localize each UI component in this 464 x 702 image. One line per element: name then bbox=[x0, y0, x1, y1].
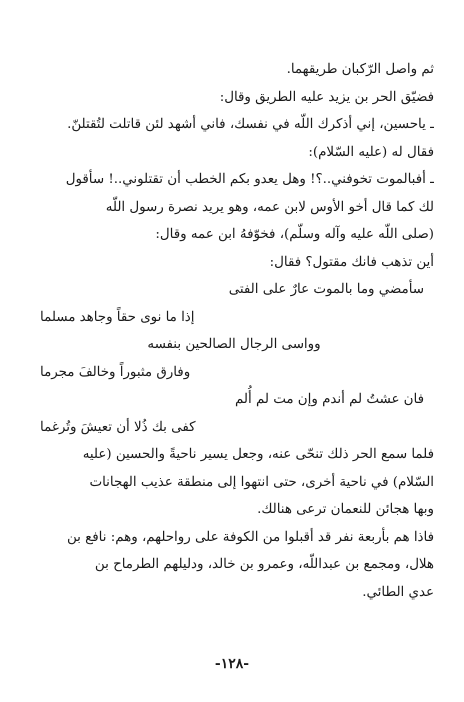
text-line: ثم واصل الرّكبان طريقهما. bbox=[286, 62, 434, 77]
page-number: -١٢٨- bbox=[214, 656, 250, 672]
text-line: فاذا هم بأربعة نفر قد أقبلوا من الكوفة على رواحلهم، وهم: نافع بن bbox=[66, 529, 434, 545]
text-line: فضيّق الحر بن يزيد عليه الطريق وقال: bbox=[219, 89, 434, 105]
text-line: لك كما قال أخو الأوس لابن عمه، وهو يريد نصرة رسول اللّه bbox=[105, 199, 434, 215]
poem-verse: إذا ما نوى حقاً وجاهد مسلما bbox=[40, 309, 195, 325]
poem-verse: كفى بك ذُلا أن تعيشَ وتُرغما bbox=[40, 419, 196, 435]
text-line: فقال له (عليه السّلام): bbox=[308, 144, 434, 160]
text-line: فلما سمع الحر ذلك تنحّى عنه، وجعل يسير ناحيةً والحسين (عليه bbox=[82, 447, 434, 462]
text-line: (صلى اللّه عليه وآله وسلّم)، فخوّفهُ ابن عمه وقال: bbox=[155, 227, 434, 242]
poem-verse: وواسى الرجال الصالحين بنفسه bbox=[147, 337, 321, 352]
text-line: عدي الطائي. bbox=[362, 584, 434, 600]
text-line: ـ ياحسين، إني أذكرك اللّه في نفسك، فاني أشهد لئن قاتلت لتُقتلنّ. bbox=[67, 117, 434, 132]
poem-verse: فان عشتُ لم أندم وإن مت لم أُلم bbox=[235, 392, 424, 407]
text-line: هلال، ومجمع بن عبداللّه، وعمرو بن خالد، ودليلهم الطرماح بن bbox=[94, 557, 434, 572]
text-line: أين تذهب فانك مقتول؟ فقال: bbox=[269, 254, 434, 270]
poem-verse: سأمضي وما بالموت عارٌ على الفتى bbox=[228, 282, 424, 297]
text-line: ـ أفبالموت تخوفني..؟! وهل يعدو بكم الخطب أن تقتلوني..! سأقول bbox=[65, 172, 434, 187]
text-line: السّلام) في ناحية أخرى، حتى انتهوا إلى منطقة عذيب الهجانات bbox=[89, 474, 434, 490]
poem-verse: وفارق مثبوراً وخالفَ مجرما bbox=[40, 364, 191, 380]
text-line: وبها هجائن للنعمان ترعى هنالك. bbox=[257, 502, 434, 517]
page-body bbox=[34, 56, 434, 676]
